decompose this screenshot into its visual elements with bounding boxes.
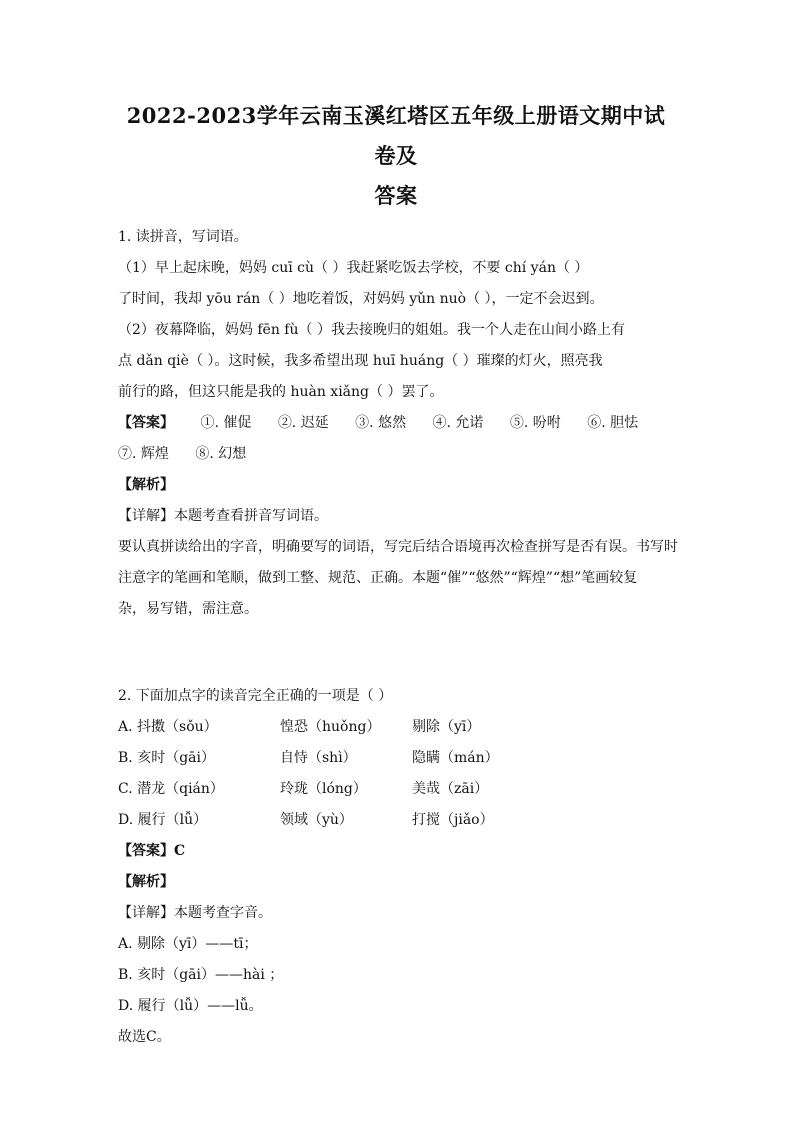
q2-option-b: [118, 743, 674, 774]
q2-option-b-word-2: 自恃（shì）: [280, 750, 357, 766]
q2-option-c: [118, 774, 674, 805]
q2-option-c-word-3: 美哉（zāi）: [412, 781, 489, 797]
q1-para1-line1: （1）早上起床晚，妈妈 cuī cù（ ）我赶紧吃饭去学校，不要 chí yán（ ）: [118, 260, 589, 276]
q2-stem: 2. 下面加点字的读音完全正确的一项是（ ）: [118, 688, 393, 704]
q1-answer-item: ⑧. 幻想: [195, 446, 247, 462]
question-spacer: [118, 625, 674, 681]
q2-fix-d: D. 履行（lǚ）——lǚ。: [118, 998, 263, 1014]
q2-fix-a: A. 剔除（yī）——tī；: [118, 936, 258, 952]
q1-answer-item: ⑤. 吩咐: [509, 415, 561, 431]
title-line-2: 答案: [374, 183, 418, 208]
question-1: [118, 222, 678, 625]
q1-answer-item: ⑥. 胆怯: [587, 415, 639, 431]
title-line-1: 2022-2023学年云南玉溪红塔区五年级上册语文期中试卷及: [126, 103, 666, 168]
q2-option-a-word-1: A. 抖擞（sǒu）: [118, 719, 218, 735]
q1-para2-line1: （2）夜幕降临，妈妈 fēn fù（ ）我去接晚归的姐姐。我一个人走在山间小路上有: [118, 322, 625, 338]
q2-detail: 【详解】本题考查字音。: [118, 905, 272, 921]
q2-option-d-word-2: 领域（yù）: [280, 812, 353, 828]
q1-explain-line2: 注意字的笔画和笔顺，做到工整、规范、正确。本题“催”“悠然”“辉煌”“想”笔画较复: [118, 570, 638, 586]
q2-option-d-word-3: 打搅（jiǎo）: [412, 812, 494, 828]
document-title: [118, 96, 674, 216]
q1-para2-line3: 前行的路，但这只能是我的 huàn xiǎng（ ）罢了。: [118, 384, 444, 400]
q1-explain-line3: 杂，易写错，需注意。: [118, 601, 258, 617]
q2-analysis-label: 【解析】: [118, 874, 174, 890]
q2-option-b-word-3: 隐瞒（mán）: [412, 750, 499, 766]
q2-option-a: [118, 712, 674, 743]
q1-answer-item: ①. 催促: [200, 415, 252, 431]
q1-answer-item: ④. 允诺: [432, 415, 484, 431]
q1-answer-item: ⑦. 辉煌: [118, 446, 169, 462]
q2-option-d: [118, 805, 674, 836]
question-2: [118, 681, 674, 1053]
q1-answer-item: ②. 迟延: [277, 415, 329, 431]
q1-stem: 1. 读拼音，写词语。: [118, 229, 248, 245]
q2-option-d-word-1: D. 履行（lǚ）: [118, 812, 208, 828]
q2-option-c-word-2: 玲珑（lóng）: [280, 781, 367, 797]
q2-conclusion: 故选C。: [118, 1029, 171, 1045]
q1-answer-row-1: [118, 408, 674, 439]
q1-para2-line2: 点 dǎn qiè（ ）。这时候，我多希望出现 huī huáng（ ）璀璨的灯火，照亮我: [118, 353, 603, 369]
q1-answer-item: ③. 悠然: [355, 415, 407, 431]
q1-para1-line2: 了时间，我却 yōu rán（ ）地吃着饭，对妈妈 yǔn nuò（ ），一定不会迟到。: [118, 291, 604, 307]
q1-answer-row-2: [118, 439, 674, 470]
q1-answer-label: 【答案】: [118, 415, 174, 431]
q2-option-a-word-2: 惶恐（huǒng）: [280, 719, 381, 735]
q1-detail: 【详解】本题考查看拼音写词语。: [118, 508, 328, 524]
q1-analysis-label: 【解析】: [118, 477, 174, 493]
q2-option-b-word-1: B. 亥时（gāi）: [118, 750, 215, 766]
q1-explain-line1: 要认真拼读给出的字音，明确要写的词语，写完后结合语境再次检查拼写是否有误。书写时: [118, 539, 678, 555]
q2-option-a-word-3: 剔除（yī）: [412, 719, 481, 735]
q2-answer: 【答案】C: [118, 843, 186, 859]
q2-option-c-word-1: C. 潜龙（qián）: [118, 781, 224, 797]
q2-fix-b: B. 亥时（gāi）——hài ；: [118, 967, 284, 983]
